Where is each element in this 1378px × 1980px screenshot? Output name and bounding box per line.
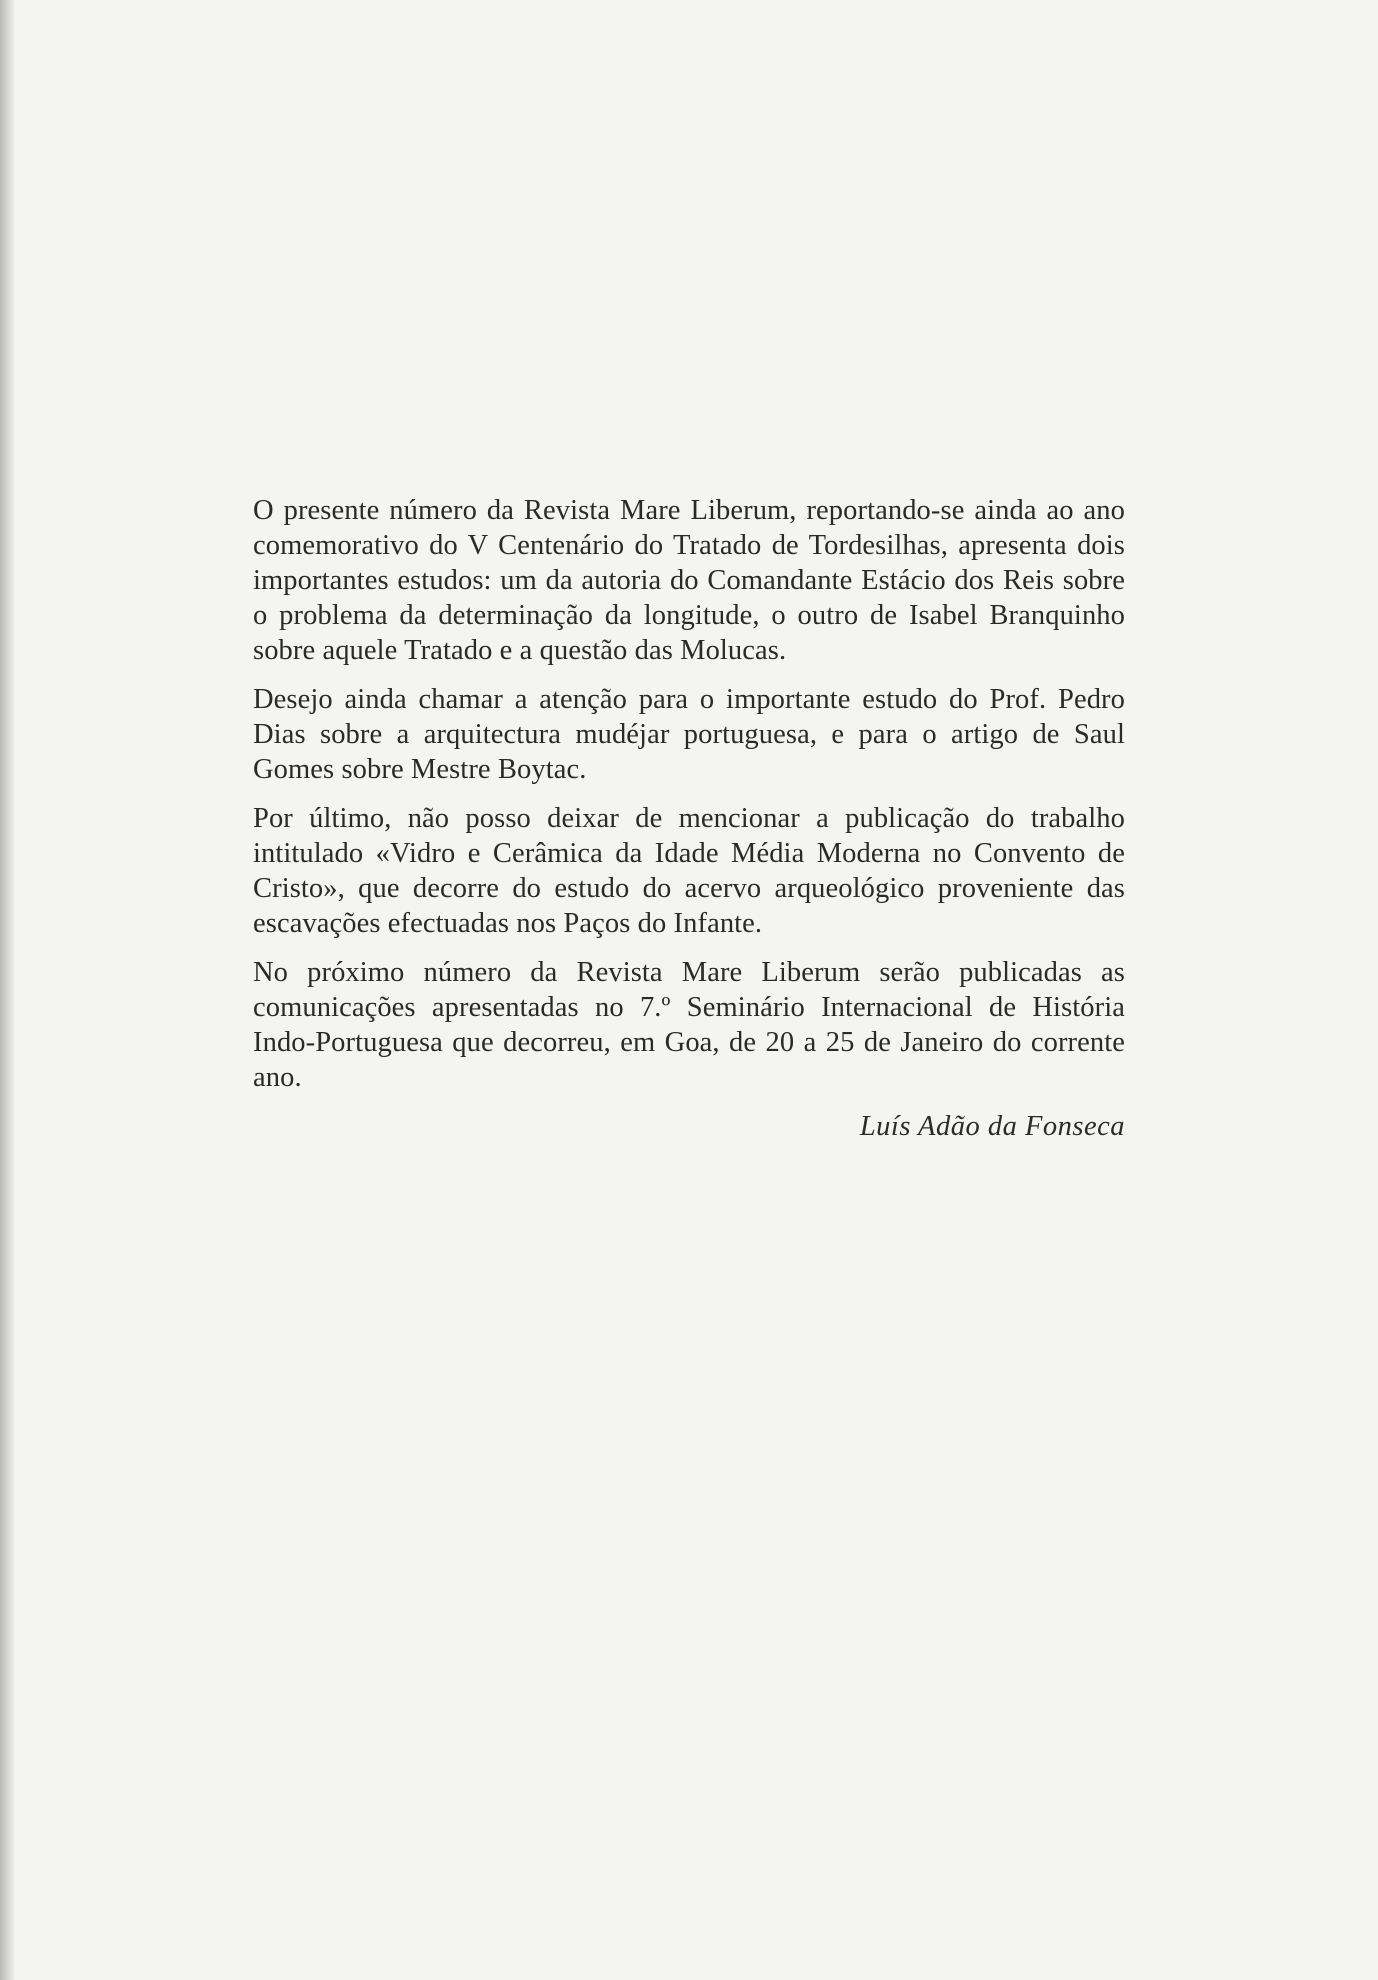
page-binding-edge xyxy=(0,0,14,1980)
paragraph-3: Por último, não posso deixar de mencionar a publicação do trabalho intitulado «Vidro e Cerâmica da Idade Média Moderna no Convento de Cristo», que decorre do estudo do acervo arqueológico proveniente das escavações efectuadas nos Paços do Infante. xyxy=(253,803,1125,939)
paragraph-1: O presente número da Revista Mare Liberum, reportando-se ainda ao ano comemorativo do V Centenário do Tratado de Tordesilhas, apresenta dois importantes estudos: um da autoria do Comandante Estácio dos Reis sobre o problema da determinação da longitude, o outro de Isabel Branquinho sobre aquele Tratado e a questão das Molucas. xyxy=(253,495,1125,666)
paragraph-2: Desejo ainda chamar a atenção para o importante estudo do Prof. Pedro Dias sobre a arquitectura mudéjar portuguesa, e para o artigo de Saul Gomes sobre Mestre Boytac. xyxy=(253,684,1125,785)
paragraph-4: No próximo número da Revista Mare Liberum serão publicadas as comunicações apresentadas no 7.º Seminário Internacional de História Indo-Portuguesa que decorreu, em Goa, de 20 a 25 de Janeiro do corrente ano. xyxy=(253,957,1125,1093)
author-signature: Luís Adão da Fonseca xyxy=(859,1111,1125,1142)
editorial-text xyxy=(253,493,1125,1144)
